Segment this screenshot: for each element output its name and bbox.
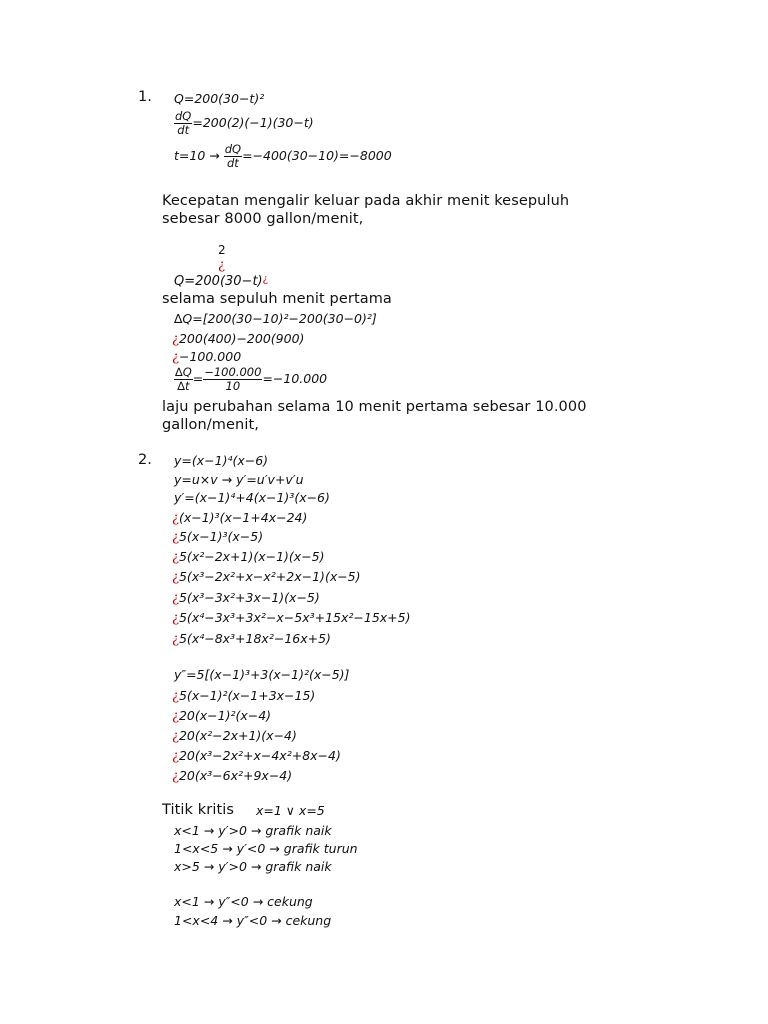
eq-delta-q: ∆Q=[200(30−10)²−200(30−0)²] <box>174 311 377 326</box>
eq-q-repeat <box>174 274 268 289</box>
titik-kritis-label: Titik kritis <box>162 802 235 818</box>
conclusion-1-line-2: sebesar 8000 gallon/menit, <box>162 211 364 227</box>
eq-y-prime-step-4: ¿5(x³−2x²+x−x²+2x−1)(x−5) <box>172 569 361 585</box>
mono-line-2: 1<x<5 → y′<0 → grafik turun <box>174 841 358 856</box>
mono-line-3: x>5 → y′>0 → grafik naik <box>174 859 332 874</box>
eq-delta-fraction: $\frac{\Delta Q}{\Delta t}$ = $\frac{-100.000}{10}$ =−10.000 <box>175 365 328 393</box>
titik-kritis-eq: x=1 ∨ x=5 <box>256 803 325 818</box>
eq-product-rule: y=u×v → y′=u′v+v′u <box>174 472 304 487</box>
frac-delta-q-t: $\frac{\Delta Q}{\Delta t}$ <box>175 365 192 393</box>
eq-q-definition: Q=200(30−t)² <box>174 91 265 106</box>
garbled-superscript: 2 <box>218 243 226 257</box>
eq-y-double-prime: y″=5[(x−1)³+3(x−1)²(x−5)] <box>174 667 350 682</box>
mono-line-1: x<1 → y′>0 → grafik naik <box>174 823 332 838</box>
eq-q-repeat-body: Q=200(30−t) <box>174 274 263 289</box>
eq-t10 <box>174 143 392 170</box>
eq-y2-step-4: ¿20(x³−2x²+x−4x²+8x−4) <box>172 748 341 764</box>
problem-2-number: 2. <box>138 452 152 468</box>
eq-y-prime-step-5: ¿5(x³−3x²+3x−1)(x−5) <box>172 590 320 606</box>
eq-delta-step-1: ¿200(400)−200(900) <box>172 331 305 347</box>
eq-y-def: y=(x−1)⁴(x−6) <box>174 453 269 468</box>
garbled-char: ¿ <box>218 258 225 273</box>
eq-derivative <box>174 110 314 137</box>
eq-y-prime-step-6: ¿5(x⁴−3x³+3x²−x−5x³+15x²−15x+5) <box>172 610 411 626</box>
eq-y2-step-1: ¿5(x−1)²(x−1+3x−15) <box>172 688 316 704</box>
cekung-line-2: 1<x<4 → y″<0 → cekung <box>174 913 332 928</box>
conclusion-2-line-1: laju perubahan selama 10 menit pertama sebesar 10.000 <box>162 399 587 415</box>
frac-dq-dt: $\frac{dQ}{dt}$ <box>175 109 192 137</box>
eq-t10-rhs: =−400(30−10)=−8000 <box>242 148 392 163</box>
eq-y-prime-step-7: ¿5(x⁴−8x³+18x²−16x+5) <box>172 631 331 647</box>
conclusion-2-line-2: gallon/menit, <box>162 417 259 433</box>
eq-delta-step-2: ¿−100.000 <box>172 349 242 365</box>
garbled-marker: ¿ <box>172 332 179 347</box>
eq-derivative-rhs: =200(2)(−1)(30−t) <box>192 115 314 130</box>
cekung-line-1: x<1 → y″<0 → cekung <box>174 894 313 909</box>
eq-y-prime: y′=(x−1)⁴+4(x−1)³(x−6) <box>174 490 330 505</box>
eq-y2-step-2: ¿20(x−1)²(x−4) <box>172 708 272 724</box>
garbled-marker: ¿ <box>172 350 179 365</box>
conclusion-1-line-1: Kecepatan mengalir keluar pada akhir menit kesepuluh <box>162 193 570 209</box>
selama-text: selama sepuluh menit pertama <box>162 291 392 307</box>
eq-y-prime-step-1: ¿(x−1)³(x−1+4x−24) <box>172 510 308 526</box>
eq-y-prime-step-3: ¿5(x²−2x+1)(x−1)(x−5) <box>172 549 325 565</box>
eq-y2-step-3: ¿20(x²−2x+1)(x−4) <box>172 728 297 744</box>
eq-y2-step-5: ¿20(x³−6x²+9x−4) <box>172 768 293 784</box>
eq-t10-lhs: t=10 → <box>174 148 220 163</box>
eq-q-repeat-tail: ¿ <box>262 274 268 285</box>
frac-dq-dt-2: $\frac{dQ}{dt}$ <box>224 142 242 170</box>
frac-big: $\frac{-100.000}{10}$ <box>204 365 262 393</box>
problem-1-number: 1. <box>138 89 152 105</box>
eq-y-prime-step-2: ¿5(x−1)³(x−5) <box>172 529 264 545</box>
